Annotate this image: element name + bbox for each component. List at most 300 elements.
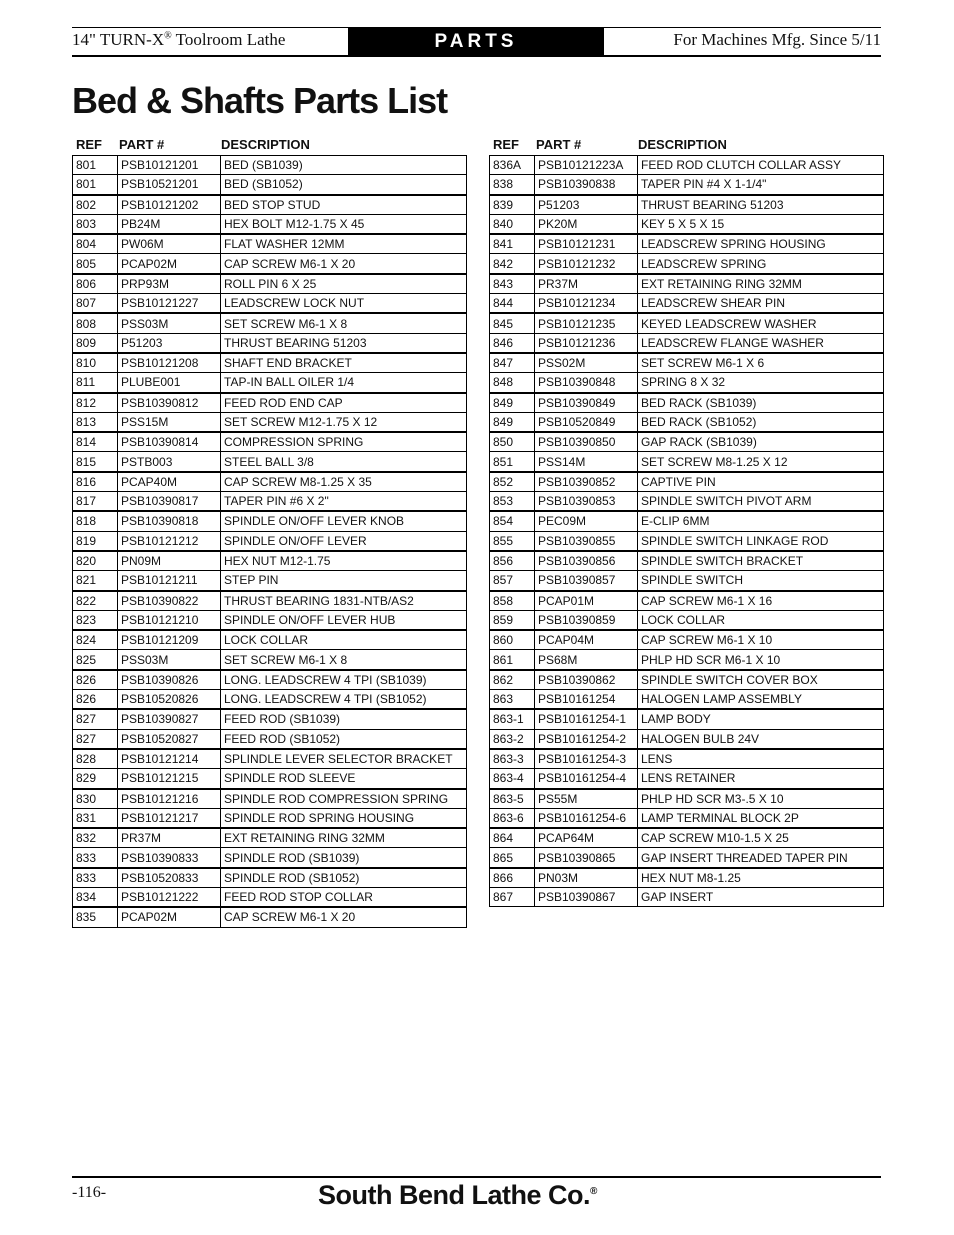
description-cell: LEADSCREW LOCK NUT — [221, 294, 467, 314]
table-row — [73, 274, 467, 294]
ref-cell: 847 — [490, 353, 535, 373]
description-cell: KEYED LEADSCREW WASHER — [638, 313, 884, 333]
ref-cell: 822 — [73, 591, 118, 611]
ref-cell: 812 — [73, 393, 118, 413]
part-number-cell: PCAP01M — [535, 591, 638, 611]
footer-rule — [72, 1176, 881, 1178]
description-cell: SET SCREW M12-1.75 X 12 — [221, 412, 467, 432]
part-number-cell: PR37M — [535, 274, 638, 294]
part-number-cell: PSB10390862 — [535, 670, 638, 690]
table-row — [490, 630, 884, 650]
ref-cell: 809 — [73, 333, 118, 353]
ref-cell: 862 — [490, 670, 535, 690]
table-row — [490, 313, 884, 333]
header-mfg-note: For Machines Mfg. Since 5/11 — [673, 30, 881, 49]
ref-cell: 825 — [73, 650, 118, 670]
table-row — [73, 571, 467, 591]
table-row — [73, 333, 467, 353]
table-row — [73, 472, 467, 492]
table-row — [73, 531, 467, 551]
ref-cell: 830 — [73, 789, 118, 809]
description-cell: SPINDLE ON/OFF LEVER HUB — [221, 610, 467, 630]
part-number-cell: PN09M — [118, 551, 221, 571]
description-cell: PHLP HD SCR M3-.5 X 10 — [638, 789, 884, 809]
part-number-cell: PSS03M — [118, 650, 221, 670]
part-number-cell: P51203 — [118, 333, 221, 353]
ref-cell: 849 — [490, 393, 535, 413]
table-row — [490, 492, 884, 512]
description-cell: THRUST BEARING 51203 — [221, 333, 467, 353]
table-row — [490, 749, 884, 769]
table-row — [490, 353, 884, 373]
part-number-cell: PSB10390838 — [535, 175, 638, 195]
description-cell: EXT RETAINING RING 32MM — [221, 828, 467, 848]
ref-cell: 833 — [73, 868, 118, 888]
table-header — [72, 133, 467, 155]
part-number-cell: PLUBE001 — [118, 373, 221, 393]
table-row — [490, 828, 884, 848]
header-section-label: PARTS — [348, 28, 604, 55]
table-row — [490, 709, 884, 729]
part-number-cell: PSB10121212 — [118, 531, 221, 551]
description-cell: BED RACK (SB1039) — [638, 393, 884, 413]
col-desc-header: DESCRIPTION — [221, 137, 310, 152]
ref-cell: 840 — [490, 214, 535, 234]
ref-cell: 845 — [490, 313, 535, 333]
description-cell: CAP SCREW M6-1 X 20 — [221, 254, 467, 274]
table-row — [73, 709, 467, 729]
description-cell: STEEL BALL 3/8 — [221, 452, 467, 472]
ref-cell: 856 — [490, 551, 535, 571]
description-cell: SPINDLE ON/OFF LEVER KNOB — [221, 511, 467, 531]
description-cell: SPRING 8 X 32 — [638, 373, 884, 393]
description-cell: HEX NUT M8-1.25 — [638, 868, 884, 888]
part-number-cell: PSB10161254-3 — [535, 749, 638, 769]
part-number-cell: PW06M — [118, 234, 221, 254]
ref-cell: 838 — [490, 175, 535, 195]
part-number-cell: PCAP64M — [535, 828, 638, 848]
part-number-cell: PSB10161254 — [535, 690, 638, 710]
ref-cell: 831 — [73, 808, 118, 828]
part-number-cell: PSB10390855 — [535, 531, 638, 551]
description-cell: FEED ROD (SB1052) — [221, 729, 467, 749]
part-number-cell: PSS03M — [118, 313, 221, 333]
table-row — [73, 610, 467, 630]
table-row — [490, 808, 884, 828]
table-header — [489, 133, 884, 155]
table-row — [73, 254, 467, 274]
ref-cell: 802 — [73, 195, 118, 215]
part-number-cell: PSB10121202 — [118, 195, 221, 215]
ref-cell: 863-6 — [490, 808, 535, 828]
part-number-cell: PSB10390814 — [118, 432, 221, 452]
parts-table-left-body — [72, 155, 467, 928]
table-row — [490, 868, 884, 888]
ref-cell: 818 — [73, 511, 118, 531]
description-cell: SPLINDLE LEVER SELECTOR BRACKET — [221, 749, 467, 769]
description-cell: FEED ROD (SB1039) — [221, 709, 467, 729]
description-cell: STEP PIN — [221, 571, 467, 591]
ref-cell: 863-1 — [490, 709, 535, 729]
ref-cell: 849 — [490, 412, 535, 432]
part-number-cell: PR37M — [118, 828, 221, 848]
ref-cell: 859 — [490, 610, 535, 630]
part-number-cell: PSB10390827 — [118, 709, 221, 729]
description-cell: BED RACK (SB1052) — [638, 412, 884, 432]
description-cell: CAP SCREW M6-1 X 10 — [638, 630, 884, 650]
table-row — [490, 610, 884, 630]
ref-cell: 846 — [490, 333, 535, 353]
part-number-cell: PSB10390812 — [118, 393, 221, 413]
part-number-cell: PSB10121236 — [535, 333, 638, 353]
description-cell: FEED ROD STOP COLLAR — [221, 887, 467, 907]
description-cell: CAPTIVE PIN — [638, 472, 884, 492]
description-cell: CAP SCREW M6-1 X 20 — [221, 907, 467, 927]
ref-cell: 848 — [490, 373, 535, 393]
description-cell: COMPRESSION SPRING — [221, 432, 467, 452]
part-number-cell: PSB10121231 — [535, 234, 638, 254]
ref-cell: 826 — [73, 690, 118, 710]
ref-cell: 815 — [73, 452, 118, 472]
ref-cell: 851 — [490, 452, 535, 472]
description-cell: LAMP TERMINAL BLOCK 2P — [638, 808, 884, 828]
part-number-cell: PSB10121201 — [118, 156, 221, 175]
ref-cell: 863 — [490, 690, 535, 710]
part-number-cell: PSB10161254-4 — [535, 769, 638, 789]
part-number-cell: PSB10390867 — [535, 887, 638, 906]
part-number-cell: PSB10121223A — [535, 156, 638, 175]
part-number-cell: PCAP02M — [118, 907, 221, 927]
header-bottom-rule — [72, 55, 881, 57]
table-row — [73, 630, 467, 650]
ref-cell: 860 — [490, 630, 535, 650]
part-number-cell: PSS15M — [118, 412, 221, 432]
ref-cell: 817 — [73, 492, 118, 512]
table-row — [490, 432, 884, 452]
description-cell: LONG. LEADSCREW 4 TPI (SB1052) — [221, 690, 467, 710]
table-row — [490, 234, 884, 254]
part-number-cell: PN03M — [535, 868, 638, 888]
part-number-cell: PSB10390856 — [535, 551, 638, 571]
ref-cell: 850 — [490, 432, 535, 452]
part-number-cell: PSB10161254-6 — [535, 808, 638, 828]
ref-cell: 828 — [73, 749, 118, 769]
page-header — [72, 27, 881, 57]
ref-cell: 814 — [73, 432, 118, 452]
part-number-cell: PB24M — [118, 214, 221, 234]
table-row — [490, 393, 884, 413]
ref-cell: 832 — [73, 828, 118, 848]
ref-cell: 824 — [73, 630, 118, 650]
table-row — [490, 551, 884, 571]
table-row — [73, 907, 467, 927]
ref-cell: 833 — [73, 848, 118, 868]
description-cell: LEADSCREW FLANGE WASHER — [638, 333, 884, 353]
ref-cell: 858 — [490, 591, 535, 611]
description-cell: FEED ROD CLUTCH COLLAR ASSY — [638, 156, 884, 175]
col-part-header: PART # — [119, 137, 165, 152]
table-row — [73, 294, 467, 314]
description-cell: LEADSCREW SHEAR PIN — [638, 294, 884, 314]
brand-logo: South Bend Lathe Co.® — [318, 1180, 597, 1210]
part-number-cell: PSB10390833 — [118, 848, 221, 868]
page-number: -116- — [72, 1184, 107, 1201]
part-number-cell: PSB10161254-2 — [535, 729, 638, 749]
part-number-cell: PS68M — [535, 650, 638, 670]
description-cell: SPINDLE ROD SLEEVE — [221, 769, 467, 789]
ref-cell: 839 — [490, 195, 535, 215]
col-ref-header: REF — [493, 137, 519, 152]
description-cell: SET SCREW M8-1.25 X 12 — [638, 452, 884, 472]
table-row — [490, 294, 884, 314]
ref-cell: 865 — [490, 848, 535, 868]
table-row — [73, 195, 467, 215]
part-number-cell: PSB10390818 — [118, 511, 221, 531]
part-number-cell: PEC09M — [535, 511, 638, 531]
part-number-cell: PSB10390857 — [535, 571, 638, 591]
part-number-cell: PSB10390849 — [535, 393, 638, 413]
part-number-cell: PSB10520849 — [535, 412, 638, 432]
ref-cell: 842 — [490, 254, 535, 274]
table-row — [73, 234, 467, 254]
description-cell: SPINDLE ON/OFF LEVER — [221, 531, 467, 551]
ref-cell: 811 — [73, 373, 118, 393]
part-number-cell: PSB10520827 — [118, 729, 221, 749]
part-number-cell: PSB10390865 — [535, 848, 638, 868]
description-cell: LAMP BODY — [638, 709, 884, 729]
table-row — [490, 195, 884, 215]
description-cell: CAP SCREW M8-1.25 X 35 — [221, 472, 467, 492]
part-number-cell: PSB10390826 — [118, 670, 221, 690]
description-cell: HEX NUT M12-1.75 — [221, 551, 467, 571]
ref-cell: 801 — [73, 175, 118, 195]
ref-cell: 805 — [73, 254, 118, 274]
table-row — [73, 432, 467, 452]
ref-cell: 801 — [73, 156, 118, 175]
table-row — [490, 254, 884, 274]
table-row — [490, 472, 884, 492]
table-row — [490, 175, 884, 195]
page-footer — [72, 1176, 881, 1216]
part-number-cell: PSB10121235 — [535, 313, 638, 333]
description-cell: SHAFT END BRACKET — [221, 353, 467, 373]
ref-cell: 810 — [73, 353, 118, 373]
description-cell: E-CLIP 6MM — [638, 511, 884, 531]
ref-cell: 863-5 — [490, 789, 535, 809]
part-number-cell: PSTB003 — [118, 452, 221, 472]
ref-cell: 803 — [73, 214, 118, 234]
ref-cell: 855 — [490, 531, 535, 551]
table-row — [73, 412, 467, 432]
table-row — [73, 749, 467, 769]
description-cell: THRUST BEARING 1831-NTB/AS2 — [221, 591, 467, 611]
description-cell: TAPER PIN #6 X 2" — [221, 492, 467, 512]
description-cell: BED (SB1052) — [221, 175, 467, 195]
table-row — [490, 156, 884, 175]
part-number-cell: PSB10121232 — [535, 254, 638, 274]
ref-cell: 821 — [73, 571, 118, 591]
table-row — [73, 313, 467, 333]
part-number-cell: PSB10521201 — [118, 175, 221, 195]
description-cell: SPINDLE ROD (SB1039) — [221, 848, 467, 868]
description-cell: SET SCREW M6-1 X 6 — [638, 353, 884, 373]
description-cell: PHLP HD SCR M6-1 X 10 — [638, 650, 884, 670]
table-row — [73, 511, 467, 531]
part-number-cell: PSB10390822 — [118, 591, 221, 611]
part-number-cell: PS55M — [535, 789, 638, 809]
table-row — [73, 670, 467, 690]
ref-cell: 820 — [73, 551, 118, 571]
table-row — [490, 274, 884, 294]
ref-cell: 813 — [73, 412, 118, 432]
part-number-cell: PSB10121227 — [118, 294, 221, 314]
ref-cell: 823 — [73, 610, 118, 630]
ref-cell: 841 — [490, 234, 535, 254]
part-number-cell: P51203 — [535, 195, 638, 215]
part-number-cell: PCAP40M — [118, 472, 221, 492]
description-cell: ROLL PIN 6 X 25 — [221, 274, 467, 294]
ref-cell: 836A — [490, 156, 535, 175]
ref-cell: 861 — [490, 650, 535, 670]
parts-table-right — [489, 133, 884, 907]
parts-table-right-body — [489, 155, 884, 907]
table-row — [73, 789, 467, 809]
part-number-cell: PSB10520826 — [118, 690, 221, 710]
ref-cell: 844 — [490, 294, 535, 314]
description-cell: SPINDLE SWITCH COVER BOX — [638, 670, 884, 690]
table-row — [490, 670, 884, 690]
table-row — [490, 571, 884, 591]
table-row — [73, 214, 467, 234]
table-row — [490, 531, 884, 551]
ref-cell: 816 — [73, 472, 118, 492]
table-row — [73, 769, 467, 789]
table-row — [490, 214, 884, 234]
part-number-cell: PSB10390859 — [535, 610, 638, 630]
table-row — [490, 511, 884, 531]
part-number-cell: PSB10390850 — [535, 432, 638, 452]
table-row — [490, 887, 884, 906]
description-cell: HALOGEN BULB 24V — [638, 729, 884, 749]
ref-cell: 854 — [490, 511, 535, 531]
table-row — [73, 452, 467, 472]
ref-cell: 853 — [490, 492, 535, 512]
description-cell: LEADSCREW SPRING HOUSING — [638, 234, 884, 254]
part-number-cell: PSB10121214 — [118, 749, 221, 769]
table-row — [73, 551, 467, 571]
part-number-cell: PSB10121209 — [118, 630, 221, 650]
part-number-cell: PSB10390817 — [118, 492, 221, 512]
ref-cell: 826 — [73, 670, 118, 690]
table-row — [73, 868, 467, 888]
table-row — [73, 690, 467, 710]
col-ref-header: REF — [76, 137, 102, 152]
table-row — [490, 690, 884, 710]
table-row — [490, 848, 884, 868]
table-row — [73, 848, 467, 868]
part-number-cell: PSB10121222 — [118, 887, 221, 907]
ref-cell: 819 — [73, 531, 118, 551]
description-cell: LOCK COLLAR — [221, 630, 467, 650]
ref-cell: 864 — [490, 828, 535, 848]
header-machine-title: 14" TURN-X® Toolroom Lathe — [72, 30, 286, 49]
ref-cell: 806 — [73, 274, 118, 294]
description-cell: SPINDLE SWITCH PIVOT ARM — [638, 492, 884, 512]
description-cell: LONG. LEADSCREW 4 TPI (SB1039) — [221, 670, 467, 690]
ref-cell: 863-4 — [490, 769, 535, 789]
part-number-cell: PSB10390848 — [535, 373, 638, 393]
table-row — [73, 729, 467, 749]
table-row — [490, 769, 884, 789]
table-row — [73, 492, 467, 512]
ref-cell: 866 — [490, 868, 535, 888]
description-cell: FEED ROD END CAP — [221, 393, 467, 413]
ref-cell: 852 — [490, 472, 535, 492]
table-row — [490, 333, 884, 353]
table-row — [490, 412, 884, 432]
description-cell: KEY 5 X 5 X 15 — [638, 214, 884, 234]
table-row — [73, 887, 467, 907]
table-row — [73, 828, 467, 848]
description-cell: EXT RETAINING RING 32MM — [638, 274, 884, 294]
part-number-cell: PSB10390852 — [535, 472, 638, 492]
ref-cell: 863-3 — [490, 749, 535, 769]
table-row — [73, 591, 467, 611]
part-number-cell: PRP93M — [118, 274, 221, 294]
description-cell: SPINDLE ROD SPRING HOUSING — [221, 808, 467, 828]
ref-cell: 834 — [73, 887, 118, 907]
part-number-cell: PSB10390853 — [535, 492, 638, 512]
part-number-cell: PCAP04M — [535, 630, 638, 650]
part-number-cell: PSB10121215 — [118, 769, 221, 789]
part-number-cell: PSB10121211 — [118, 571, 221, 591]
description-cell: HALOGEN LAMP ASSEMBLY — [638, 690, 884, 710]
description-cell: SPINDLE ROD (SB1052) — [221, 868, 467, 888]
description-cell: CAP SCREW M10-1.5 X 25 — [638, 828, 884, 848]
description-cell: HEX BOLT M12-1.75 X 45 — [221, 214, 467, 234]
table-row — [73, 353, 467, 373]
table-row — [490, 452, 884, 472]
description-cell: SPINDLE SWITCH — [638, 571, 884, 591]
description-cell: BED (SB1039) — [221, 156, 467, 175]
ref-cell: 808 — [73, 313, 118, 333]
table-row — [490, 650, 884, 670]
ref-cell: 857 — [490, 571, 535, 591]
description-cell: LENS RETAINER — [638, 769, 884, 789]
description-cell: GAP RACK (SB1039) — [638, 432, 884, 452]
description-cell: GAP INSERT — [638, 887, 884, 906]
table-row — [490, 729, 884, 749]
description-cell: TAP-IN BALL OILER 1/4 — [221, 373, 467, 393]
table-row — [73, 808, 467, 828]
description-cell: LOCK COLLAR — [638, 610, 884, 630]
description-cell: SPINDLE SWITCH LINKAGE ROD — [638, 531, 884, 551]
col-part-header: PART # — [536, 137, 582, 152]
part-number-cell: PCAP02M — [118, 254, 221, 274]
ref-cell: 867 — [490, 887, 535, 906]
description-cell: LENS — [638, 749, 884, 769]
ref-cell: 843 — [490, 274, 535, 294]
parts-table-left — [72, 133, 467, 928]
table-row — [490, 789, 884, 809]
table-row — [490, 591, 884, 611]
ref-cell: 827 — [73, 709, 118, 729]
ref-cell: 829 — [73, 769, 118, 789]
part-number-cell: PSB10121208 — [118, 353, 221, 373]
table-row — [73, 393, 467, 413]
description-cell: LEADSCREW SPRING — [638, 254, 884, 274]
part-number-cell: PSS14M — [535, 452, 638, 472]
